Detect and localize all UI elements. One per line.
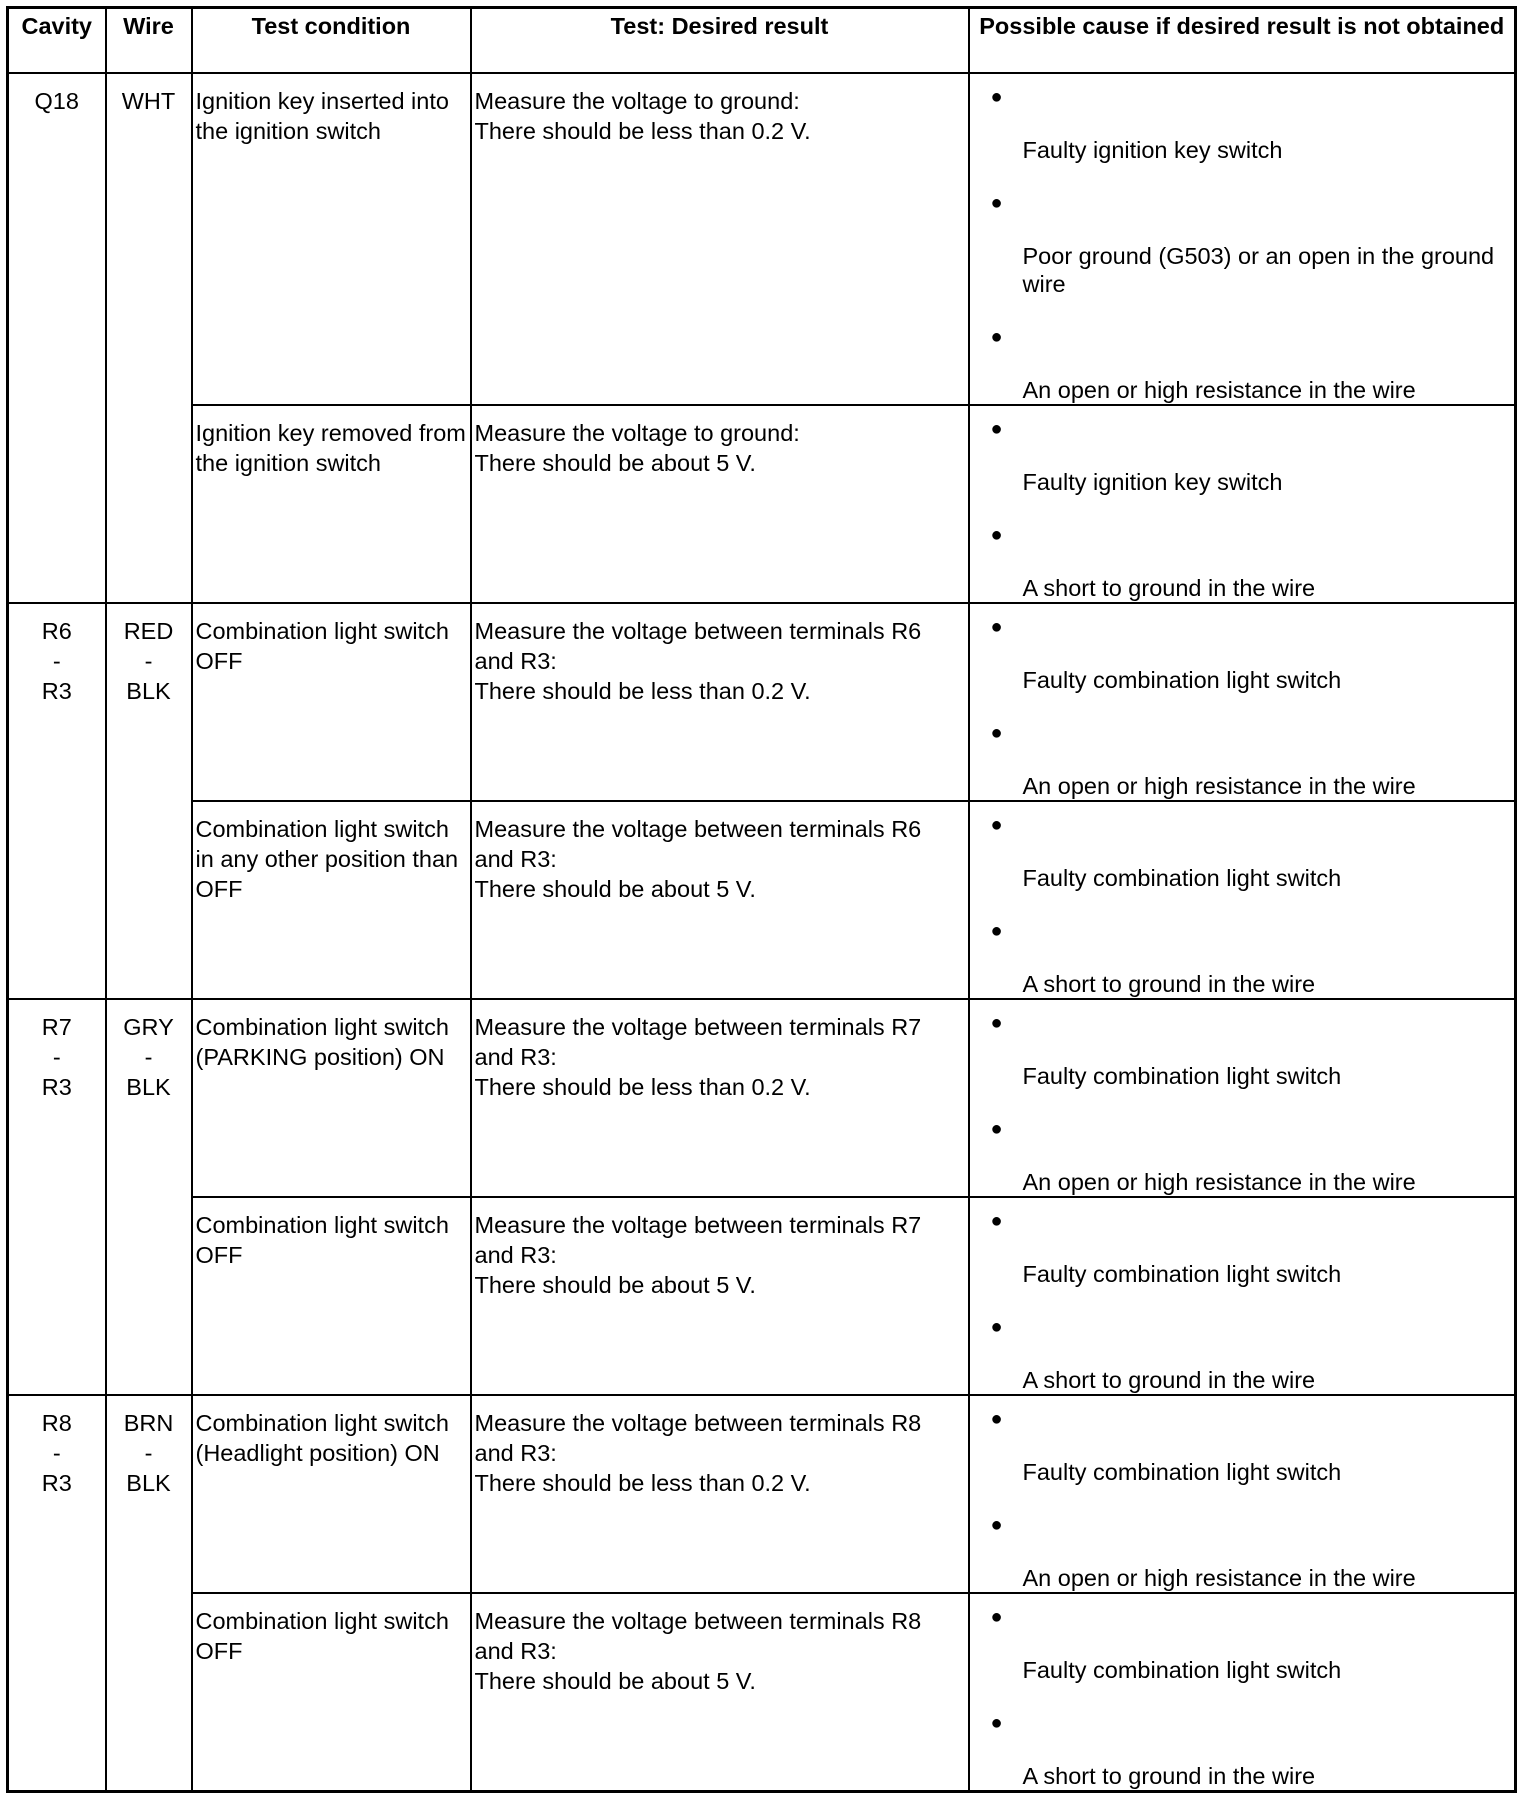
cause-item (970, 718, 1515, 800)
possible-cause-cell (969, 999, 1516, 1197)
cause-item (970, 1602, 1515, 1684)
table-row (8, 999, 1516, 1197)
bullet-icon: ● (990, 721, 1003, 744)
cavity-cell: R8 - R3 (8, 1395, 106, 1792)
header-possible-cause: Possible cause if desired result is not obtained (969, 8, 1516, 73)
desired-result-cell: Measure the voltage between terminals R8 and R3: There should be less than 0.2 V. (471, 1395, 969, 1593)
desired-result-cell: Measure the voltage between terminals R7 and R3: There should be about 5 V. (471, 1197, 969, 1395)
possible-cause-cell (969, 603, 1516, 801)
cause-item (970, 188, 1515, 298)
cause-text: A short to ground in the wire (1022, 970, 1316, 997)
cause-list (970, 82, 1515, 404)
test-condition-cell: Combination light switch (PARKING position) ON (192, 999, 471, 1197)
test-condition-cell: Ignition key removed from the ignition switch (192, 405, 471, 603)
possible-cause-cell (969, 1197, 1516, 1395)
cavity-cell: Q18 (8, 73, 106, 603)
bullet-icon: ● (990, 615, 1003, 638)
header-wire: Wire (106, 8, 192, 73)
cause-text: An open or high resistance in the wire (1022, 1168, 1416, 1195)
cause-list (970, 414, 1515, 602)
cause-text: An open or high resistance in the wire (1022, 772, 1416, 799)
table-row (8, 801, 1516, 999)
diagnostic-table (6, 6, 1517, 1793)
cause-text: A short to ground in the wire (1022, 1762, 1316, 1789)
bullet-icon: ● (990, 1117, 1003, 1140)
cause-item (970, 810, 1515, 892)
desired-result-cell: Measure the voltage between terminals R6 and R3: There should be less than 0.2 V. (471, 603, 969, 801)
desired-result-cell: Measure the voltage to ground: There should be less than 0.2 V. (471, 73, 969, 405)
cause-list (970, 1008, 1515, 1196)
cause-item (970, 1312, 1515, 1394)
bullet-icon: ● (990, 191, 1003, 214)
wire-cell: GRY - BLK (106, 999, 192, 1395)
cause-item (970, 916, 1515, 998)
cause-list (970, 612, 1515, 800)
wire-cell: BRN - BLK (106, 1395, 192, 1792)
cause-item (970, 1404, 1515, 1486)
desired-result-cell: Measure the voltage between terminals R6 and R3: There should be about 5 V. (471, 801, 969, 999)
bullet-icon: ● (990, 813, 1003, 836)
bullet-icon: ● (990, 1711, 1003, 1734)
table-row (8, 603, 1516, 801)
cause-item (970, 612, 1515, 694)
bullet-icon: ● (990, 1407, 1003, 1430)
cause-text: Faulty ignition key switch (1022, 136, 1283, 163)
bullet-icon: ● (990, 85, 1003, 108)
cause-text: Faulty ignition key switch (1022, 468, 1283, 495)
cause-item (970, 82, 1515, 164)
table-row (8, 405, 1516, 603)
bullet-icon: ● (990, 523, 1003, 546)
cause-text: An open or high resistance in the wire (1022, 1564, 1416, 1591)
test-condition-cell: Combination light switch (Headlight position) ON (192, 1395, 471, 1593)
table-row (8, 73, 1516, 405)
cause-text: Poor ground (G503) or an open in the ground wire (1022, 242, 1495, 297)
cause-list (970, 1206, 1515, 1394)
desired-result-cell: Measure the voltage between terminals R8 and R3: There should be about 5 V. (471, 1593, 969, 1792)
cause-text: Faulty combination light switch (1022, 666, 1342, 693)
test-condition-cell: Combination light switch OFF (192, 1197, 471, 1395)
cause-text: A short to ground in the wire (1022, 574, 1316, 601)
wire-cell: WHT (106, 73, 192, 603)
header-desired-result: Test: Desired result (471, 8, 969, 73)
cause-text: Faulty combination light switch (1022, 864, 1342, 891)
bullet-icon: ● (990, 919, 1003, 942)
cause-item (970, 322, 1515, 404)
cause-item (970, 1206, 1515, 1288)
table-body (8, 73, 1516, 1792)
cause-item (970, 520, 1515, 602)
cavity-cell: R6 - R3 (8, 603, 106, 999)
cause-item (970, 1114, 1515, 1196)
possible-cause-cell (969, 73, 1516, 405)
cause-text: A short to ground in the wire (1022, 1366, 1316, 1393)
possible-cause-cell (969, 1593, 1516, 1792)
test-condition-cell: Combination light switch in any other position than OFF (192, 801, 471, 999)
possible-cause-cell (969, 1395, 1516, 1593)
cause-text: An open or high resistance in the wire (1022, 376, 1416, 403)
bullet-icon: ● (990, 1513, 1003, 1536)
cause-list (970, 1602, 1515, 1790)
cause-list (970, 1404, 1515, 1592)
test-condition-cell: Ignition key inserted into the ignition switch (192, 73, 471, 405)
possible-cause-cell (969, 801, 1516, 999)
cause-text: Faulty combination light switch (1022, 1062, 1342, 1089)
test-condition-cell: Combination light switch OFF (192, 1593, 471, 1792)
desired-result-cell: Measure the voltage between terminals R7 and R3: There should be less than 0.2 V. (471, 999, 969, 1197)
header-test-condition: Test condition (192, 8, 471, 73)
cause-text: Faulty combination light switch (1022, 1260, 1342, 1287)
table-row (8, 1395, 1516, 1593)
cavity-cell: R7 - R3 (8, 999, 106, 1395)
bullet-icon: ● (990, 325, 1003, 348)
bullet-icon: ● (990, 1209, 1003, 1232)
bullet-icon: ● (990, 1011, 1003, 1034)
cause-item (970, 1708, 1515, 1790)
test-condition-cell: Combination light switch OFF (192, 603, 471, 801)
table-header (8, 8, 1516, 73)
cause-text: Faulty combination light switch (1022, 1656, 1342, 1683)
table-row (8, 1593, 1516, 1792)
table-row (8, 1197, 1516, 1395)
bullet-icon: ● (990, 417, 1003, 440)
wire-cell: RED - BLK (106, 603, 192, 999)
bullet-icon: ● (990, 1605, 1003, 1628)
cause-item (970, 414, 1515, 496)
desired-result-cell: Measure the voltage to ground: There should be about 5 V. (471, 405, 969, 603)
cause-item (970, 1510, 1515, 1592)
bullet-icon: ● (990, 1315, 1003, 1338)
possible-cause-cell (969, 405, 1516, 603)
cause-item (970, 1008, 1515, 1090)
cause-list (970, 810, 1515, 998)
header-cavity: Cavity (8, 8, 106, 73)
cause-text: Faulty combination light switch (1022, 1458, 1342, 1485)
